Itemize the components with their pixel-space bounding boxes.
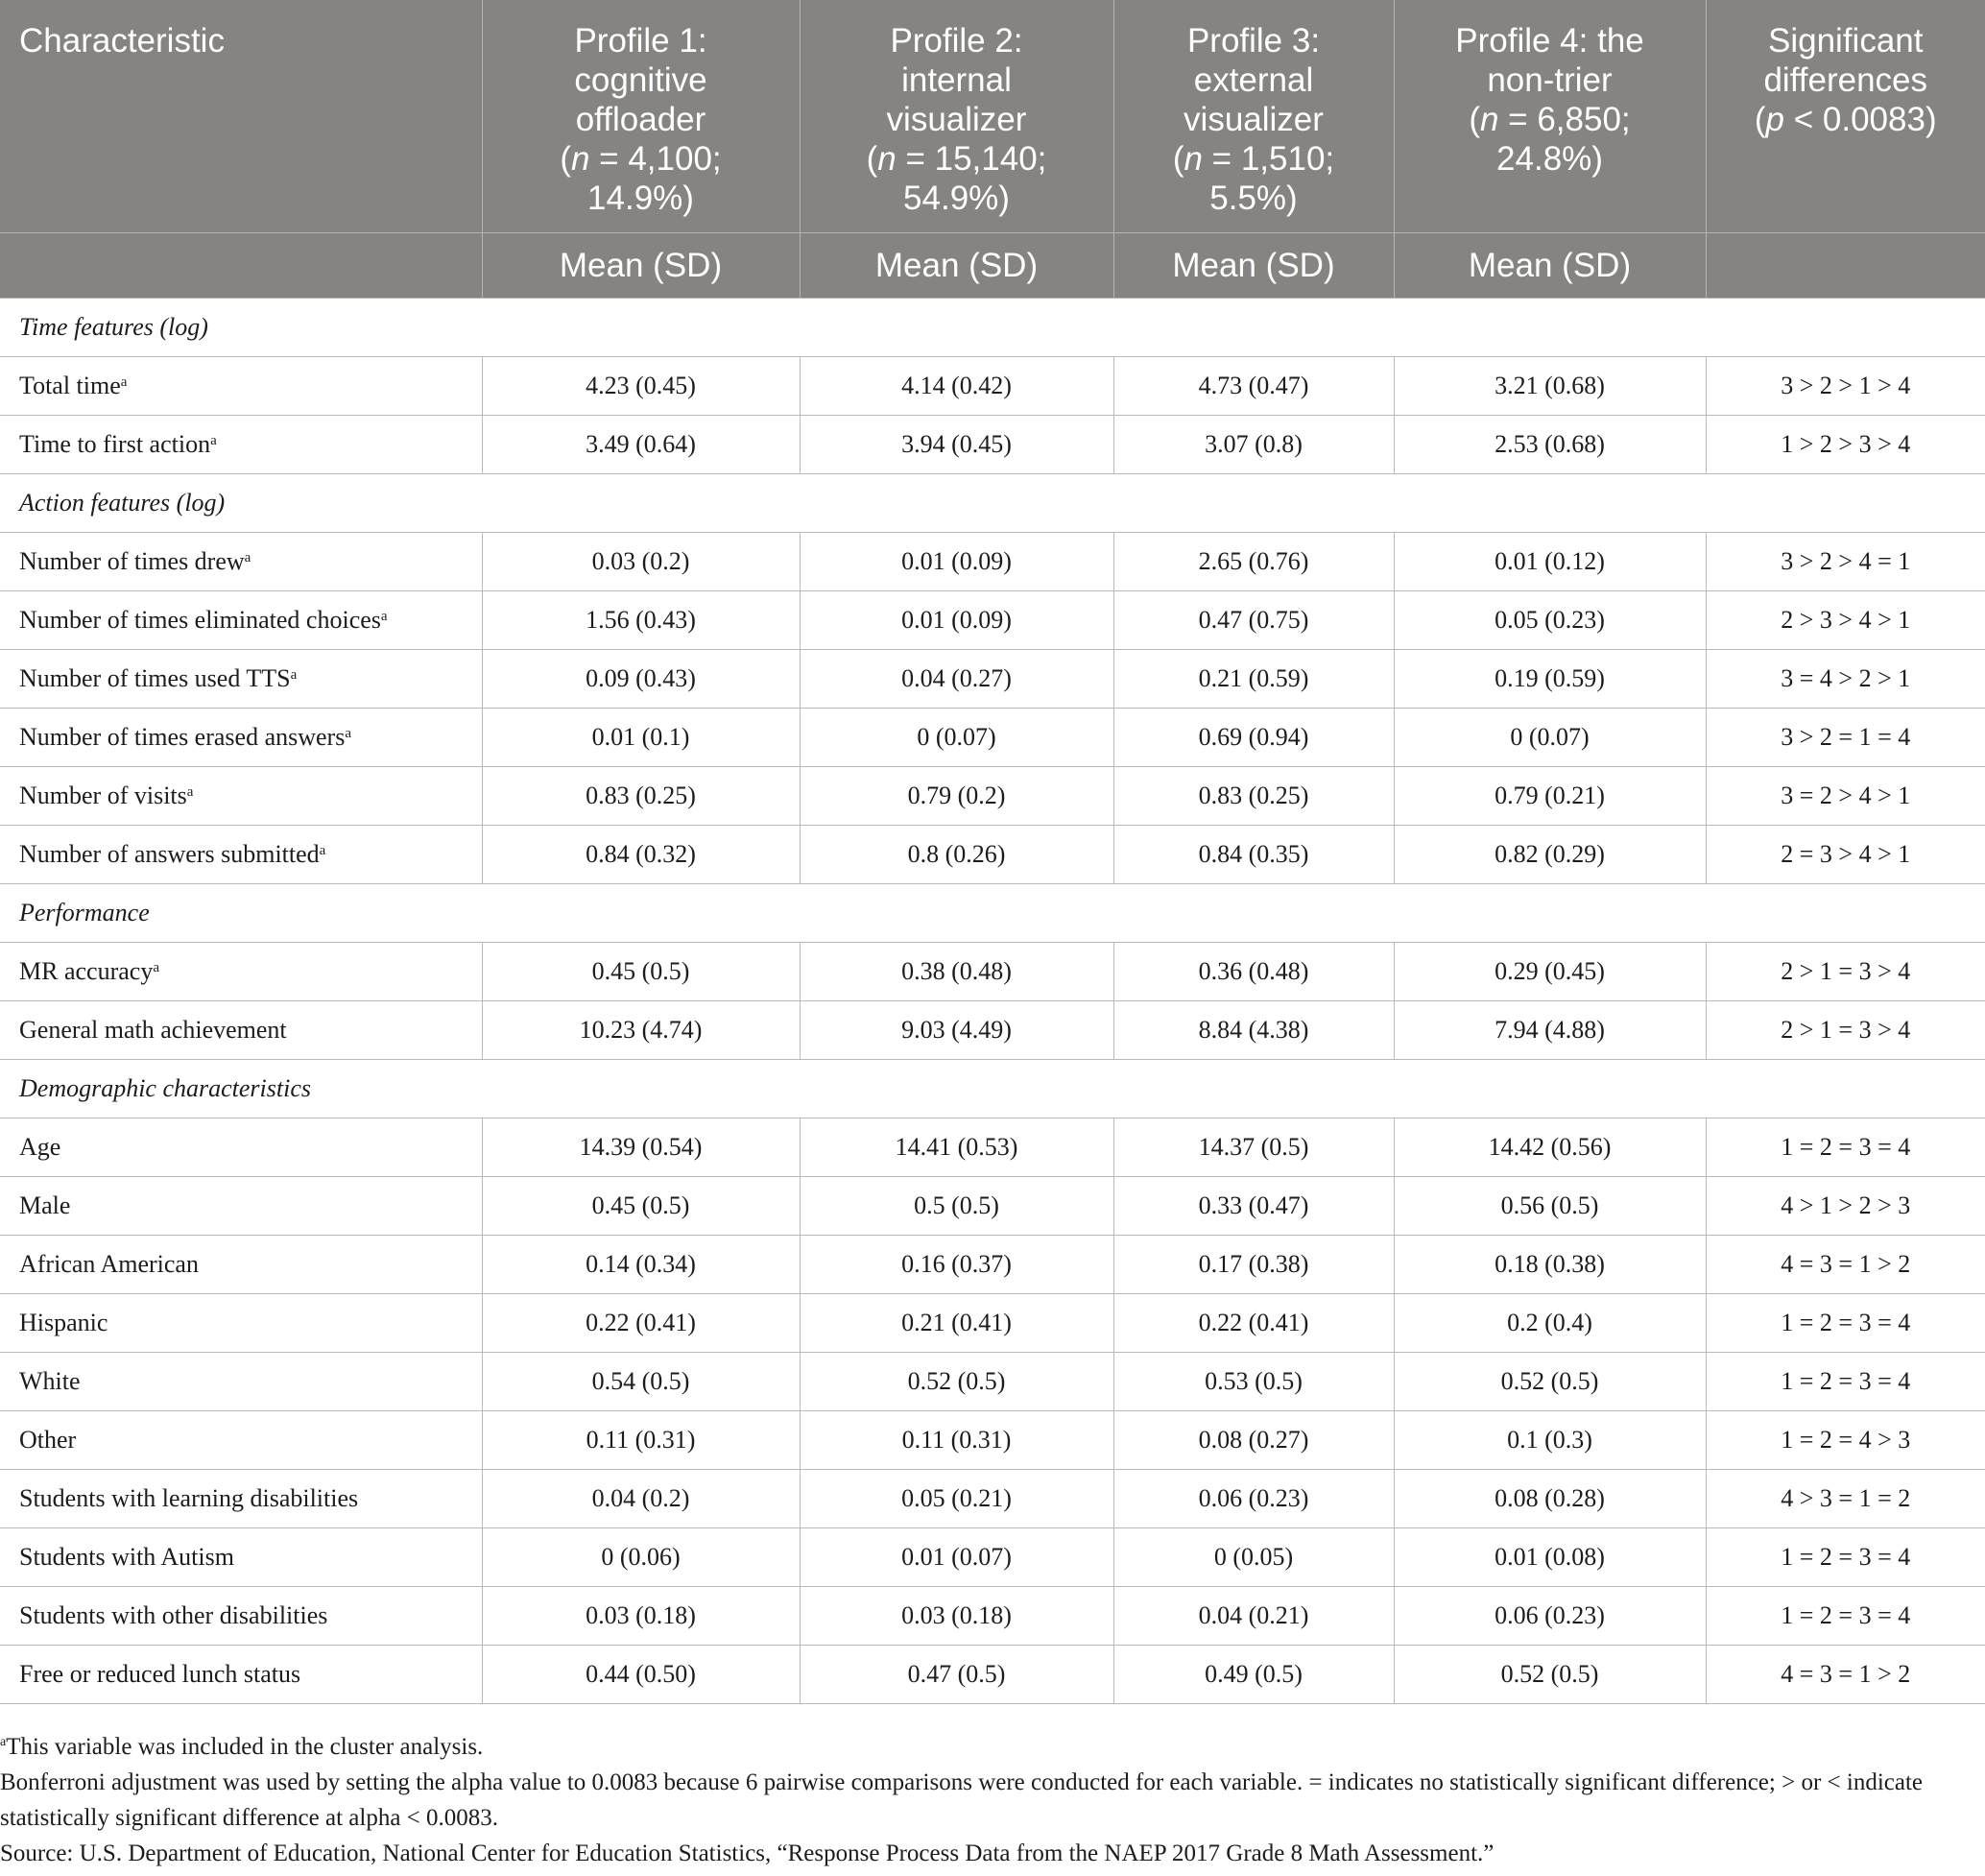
- row-label: [0, 1527, 482, 1586]
- header-profile-1-n-value: = 4,100;: [589, 140, 722, 178]
- row-label: [0, 1000, 482, 1059]
- section-row: [0, 298, 1985, 356]
- subheader-mean-sd: Mean (SD): [482, 232, 800, 298]
- cell-profile-3: 2.65 (0.76): [1113, 532, 1394, 590]
- cell-profile-1: 10.23 (4.74): [482, 1000, 800, 1059]
- cell-profile-2: 0.04 (0.27): [800, 649, 1113, 708]
- cell-significance: 2 > 1 = 3 > 4: [1706, 942, 1985, 1000]
- header-significance-p-label: p: [1765, 101, 1785, 138]
- row-label-text: MR accuracy: [19, 956, 154, 985]
- table-row: [0, 590, 1985, 649]
- header-profile-2-line2: internal: [901, 61, 1012, 99]
- row-label-text: Male: [19, 1191, 71, 1219]
- cell-significance: 4 > 1 > 2 > 3: [1706, 1176, 1985, 1235]
- cell-profile-3: 4.73 (0.47): [1113, 356, 1394, 415]
- row-label-text: Number of times drew: [19, 546, 245, 575]
- table-row: [0, 1527, 1985, 1586]
- subheader-row: [0, 232, 1985, 298]
- table-row: [0, 1176, 1985, 1235]
- cell-significance: 3 = 4 > 2 > 1: [1706, 649, 1985, 708]
- cell-profile-1: 0.04 (0.2): [482, 1469, 800, 1527]
- cell-profile-2: 0.8 (0.26): [800, 825, 1113, 883]
- cell-profile-2: 0.5 (0.5): [800, 1176, 1113, 1235]
- row-label: [0, 1469, 482, 1527]
- row-label: [0, 1293, 482, 1352]
- footnote-marker: a: [380, 608, 388, 624]
- cell-profile-1: 0.22 (0.41): [482, 1293, 800, 1352]
- cell-profile-2: 4.14 (0.42): [800, 356, 1113, 415]
- cell-significance: 2 > 3 > 4 > 1: [1706, 590, 1985, 649]
- cell-profile-3: 0.06 (0.23): [1113, 1469, 1394, 1527]
- cell-significance: 1 = 2 = 3 = 4: [1706, 1527, 1985, 1586]
- cell-profile-1: 3.49 (0.64): [482, 415, 800, 473]
- cell-profile-4: 0 (0.07): [1394, 708, 1706, 766]
- cell-profile-4: 0.1 (0.3): [1394, 1410, 1706, 1469]
- cell-significance: 3 > 2 > 4 = 1: [1706, 532, 1985, 590]
- cell-significance: 1 = 2 = 3 = 4: [1706, 1118, 1985, 1176]
- cell-profile-2: 14.41 (0.53): [800, 1118, 1113, 1176]
- header-profile-1-line1: Profile 1:: [574, 22, 707, 60]
- row-label-text: Free or reduced lunch status: [19, 1659, 301, 1688]
- row-label-text: Number of answers submitted: [19, 839, 320, 868]
- cell-significance: 3 > 2 = 1 = 4: [1706, 708, 1985, 766]
- cell-profile-4: 0.52 (0.5): [1394, 1352, 1706, 1410]
- header-profile-3: Profile 3: external visualizer (n = 1,510; 5.5%): [1113, 0, 1394, 232]
- cell-profile-4: 0.52 (0.5): [1394, 1645, 1706, 1703]
- cell-profile-2: 0.01 (0.09): [800, 532, 1113, 590]
- subheader-mean-sd: Mean (SD): [800, 232, 1113, 298]
- cell-profile-2: 0.21 (0.41): [800, 1293, 1113, 1352]
- table-row: [0, 942, 1985, 1000]
- cell-profile-4: 3.21 (0.68): [1394, 356, 1706, 415]
- table-row: [0, 1352, 1985, 1410]
- row-label: [0, 649, 482, 708]
- cell-profile-2: 0.16 (0.37): [800, 1235, 1113, 1293]
- row-label-text: Students with other disabilities: [19, 1600, 328, 1629]
- table-row: [0, 649, 1985, 708]
- cell-significance: 1 > 2 > 3 > 4: [1706, 415, 1985, 473]
- cell-profile-1: 4.23 (0.45): [482, 356, 800, 415]
- cell-profile-4: 0.05 (0.23): [1394, 590, 1706, 649]
- header-profile-1-line3: offloader: [575, 101, 706, 138]
- footnote-marker: a: [290, 666, 298, 683]
- note-source: Source: U.S. Department of Education, National Center for Education Statistics, “Response Process Data from the NAEP 2017 Grade 8 Math Assessment.”: [0, 1840, 1495, 1866]
- header-significance: Significant differences (p < 0.0083): [1706, 0, 1985, 232]
- table-row: [0, 1645, 1985, 1703]
- cell-profile-1: 0.11 (0.31): [482, 1410, 800, 1469]
- cell-profile-3: 3.07 (0.8): [1113, 415, 1394, 473]
- cell-significance: 2 = 3 > 4 > 1: [1706, 825, 1985, 883]
- header-profile-3-n-label: n: [1184, 140, 1203, 178]
- cell-profile-1: 0.09 (0.43): [482, 649, 800, 708]
- row-label-text: Total time: [19, 371, 121, 399]
- cell-profile-3: 0.36 (0.48): [1113, 942, 1394, 1000]
- header-profile-1-n-label: n: [570, 140, 590, 178]
- row-label-text: Number of times used TTS: [19, 663, 291, 692]
- cell-profile-4: 2.53 (0.68): [1394, 415, 1706, 473]
- row-label: [0, 1176, 482, 1235]
- cell-profile-4: 0.08 (0.28): [1394, 1469, 1706, 1527]
- row-label-text: Other: [19, 1425, 77, 1454]
- table-row: [0, 825, 1985, 883]
- table-row: [0, 1000, 1985, 1059]
- table-row: [0, 532, 1985, 590]
- cell-profile-1: 1.56 (0.43): [482, 590, 800, 649]
- section-title: Performance: [0, 883, 1985, 942]
- cell-significance: 4 = 3 = 1 > 2: [1706, 1645, 1985, 1703]
- table-row: [0, 415, 1985, 473]
- cell-profile-1: 14.39 (0.54): [482, 1118, 800, 1176]
- note-a-text: This variable was included in the cluster analysis.: [6, 1734, 484, 1760]
- note-a: [0, 1729, 1958, 1765]
- header-profile-1: Profile 1: cognitive offloader (n = 4,100; 14.9%): [482, 0, 800, 232]
- cell-profile-2: 3.94 (0.45): [800, 415, 1113, 473]
- note-bonferroni: Bonferroni adjustment was used by setting the alpha value to 0.0083 because 6 pairwise comparisons were conducted for each variable. = indicates no statistically significant difference; > or < indicate statistically significant difference at alpha < 0.0083.: [0, 1769, 1924, 1831]
- cell-profile-2: 0.11 (0.31): [800, 1410, 1113, 1469]
- cell-profile-3: 0.69 (0.94): [1113, 708, 1394, 766]
- cell-significance: 1 = 2 = 3 = 4: [1706, 1586, 1985, 1645]
- cell-profile-3: 0.47 (0.75): [1113, 590, 1394, 649]
- header-profile-4-pct: 24.8%): [1496, 140, 1603, 178]
- footnote-marker: a: [186, 783, 194, 800]
- cell-profile-2: 0.79 (0.2): [800, 766, 1113, 825]
- cell-profile-3: 0.08 (0.27): [1113, 1410, 1394, 1469]
- footnote-marker: a: [319, 842, 326, 858]
- section-title: Time features (log): [0, 298, 1985, 356]
- cell-significance: 3 = 2 > 4 > 1: [1706, 766, 1985, 825]
- header-profile-4-n-label: n: [1479, 101, 1499, 138]
- header-profile-4: Profile 4: the non-trier (n = 6,850; 24.8%): [1394, 0, 1706, 232]
- footnote-marker: a: [153, 959, 159, 975]
- cell-profile-3: 0.21 (0.59): [1113, 649, 1394, 708]
- cell-profile-1: 0.01 (0.1): [482, 708, 800, 766]
- header-profile-4-n-value: = 6,850;: [1498, 101, 1631, 138]
- table-row: [0, 1469, 1985, 1527]
- cell-profile-1: 0 (0.06): [482, 1527, 800, 1586]
- cell-profile-3: 0.33 (0.47): [1113, 1176, 1394, 1235]
- subheader-mean-sd: Mean (SD): [1394, 232, 1706, 298]
- table-row: [0, 1235, 1985, 1293]
- cell-profile-3: 0.17 (0.38): [1113, 1235, 1394, 1293]
- row-label: [0, 1118, 482, 1176]
- row-label: [0, 942, 482, 1000]
- row-label: [0, 532, 482, 590]
- cell-profile-1: 0.45 (0.5): [482, 942, 800, 1000]
- header-row: [0, 0, 1985, 232]
- header-profile-3-line2: external: [1193, 61, 1314, 99]
- cell-profile-1: 0.44 (0.50): [482, 1645, 800, 1703]
- table-row: [0, 1118, 1985, 1176]
- header-profile-3-line1: Profile 3:: [1186, 22, 1321, 60]
- cell-profile-2: 0.03 (0.18): [800, 1586, 1113, 1645]
- row-label: [0, 1235, 482, 1293]
- header-profile-2-line3: visualizer: [886, 101, 1027, 138]
- header-profile-2-n-value: = 15,140;: [896, 140, 1047, 178]
- cell-profile-4: 0.19 (0.59): [1394, 649, 1706, 708]
- footnote-marker: a: [120, 373, 128, 390]
- header-profile-2-pct: 54.9%): [903, 180, 1010, 217]
- subheader-mean-sd: Mean (SD): [1113, 232, 1394, 298]
- cell-profile-3: 0.04 (0.21): [1113, 1586, 1394, 1645]
- cell-profile-1: 0.03 (0.2): [482, 532, 800, 590]
- cell-profile-4: 0.79 (0.21): [1394, 766, 1706, 825]
- cell-profile-3: 0.53 (0.5): [1113, 1352, 1394, 1410]
- cell-profile-2: 0.52 (0.5): [800, 1352, 1113, 1410]
- row-label-text: Students with learning disabilities: [19, 1483, 359, 1512]
- row-label-text: Number of times eliminated choices: [19, 605, 381, 634]
- header-profile-3-n-value: = 1,510;: [1202, 140, 1335, 178]
- row-label: [0, 708, 482, 766]
- subheader-empty: [1706, 232, 1985, 298]
- cell-profile-4: 0.01 (0.08): [1394, 1527, 1706, 1586]
- cell-profile-2: 0.47 (0.5): [800, 1645, 1113, 1703]
- header-profile-2: Profile 2: internal visualizer (n = 15,140; 54.9%): [800, 0, 1113, 232]
- row-label: [0, 1352, 482, 1410]
- header-profile-2-n-label: n: [877, 140, 897, 178]
- cell-significance: 2 > 1 = 3 > 4: [1706, 1000, 1985, 1059]
- row-label-text: Time to first action: [19, 429, 211, 458]
- header-profile-2-line1: Profile 2:: [890, 22, 1023, 60]
- cell-profile-2: 0.05 (0.21): [800, 1469, 1113, 1527]
- row-label: [0, 825, 482, 883]
- cell-profile-1: 0.14 (0.34): [482, 1235, 800, 1293]
- header-significance-line1: Significant: [1768, 22, 1924, 60]
- cell-significance: 4 > 3 = 1 = 2: [1706, 1469, 1985, 1527]
- section-title: Action features (log): [0, 473, 1985, 532]
- row-label-text: Hispanic: [19, 1308, 108, 1336]
- cell-profile-2: 9.03 (4.49): [800, 1000, 1113, 1059]
- cell-significance: 1 = 2 = 4 > 3: [1706, 1410, 1985, 1469]
- row-label: [0, 1645, 482, 1703]
- cell-significance: 1 = 2 = 3 = 4: [1706, 1293, 1985, 1352]
- row-label-text: African American: [19, 1249, 199, 1278]
- footnote-marker: a: [345, 725, 352, 741]
- cell-profile-1: 0.83 (0.25): [482, 766, 800, 825]
- row-label: [0, 1586, 482, 1645]
- header-profile-4-line1: Profile 4: the: [1455, 22, 1644, 60]
- footnote-marker: a: [210, 432, 217, 448]
- cell-profile-3: 0.83 (0.25): [1113, 766, 1394, 825]
- table-row: [0, 1410, 1985, 1469]
- row-label-text: Students with Autism: [19, 1542, 234, 1571]
- cell-profile-1: 0.84 (0.32): [482, 825, 800, 883]
- section-row: [0, 473, 1985, 532]
- section-title: Demographic characteristics: [0, 1059, 1985, 1118]
- cell-profile-4: 0.82 (0.29): [1394, 825, 1706, 883]
- section-row: [0, 883, 1985, 942]
- row-label: [0, 1410, 482, 1469]
- cell-significance: 3 > 2 > 1 > 4: [1706, 356, 1985, 415]
- cell-profile-4: 14.42 (0.56): [1394, 1118, 1706, 1176]
- row-label-text: White: [19, 1366, 81, 1395]
- cell-profile-4: 0.2 (0.4): [1394, 1293, 1706, 1352]
- table-row: [0, 1586, 1985, 1645]
- header-profile-1-pct: 14.9%): [587, 180, 694, 217]
- table-row: [0, 708, 1985, 766]
- row-label-text: Number of visits: [19, 781, 187, 809]
- subheader-empty: [0, 232, 482, 298]
- cell-profile-1: 0.54 (0.5): [482, 1352, 800, 1410]
- cell-profile-2: 0.01 (0.07): [800, 1527, 1113, 1586]
- row-label-text: Age: [19, 1132, 61, 1161]
- table-notes: [0, 1729, 1958, 1871]
- cell-profile-4: 0.06 (0.23): [1394, 1586, 1706, 1645]
- row-label: [0, 415, 482, 473]
- row-label: [0, 356, 482, 415]
- header-significance-line2: differences: [1763, 61, 1928, 99]
- row-label-text: General math achievement: [19, 1015, 287, 1044]
- cell-profile-4: 0.18 (0.38): [1394, 1235, 1706, 1293]
- cell-profile-3: 0.84 (0.35): [1113, 825, 1394, 883]
- cell-profile-1: 0.45 (0.5): [482, 1176, 800, 1235]
- cell-profile-3: 0.49 (0.5): [1113, 1645, 1394, 1703]
- table-header: [0, 0, 1985, 298]
- header-characteristic: Characteristic: [0, 0, 482, 232]
- cell-significance: 1 = 2 = 3 = 4: [1706, 1352, 1985, 1410]
- row-label: [0, 590, 482, 649]
- header-profile-4-line2: non-trier: [1487, 61, 1613, 99]
- table-row: [0, 1293, 1985, 1352]
- table-body: [0, 298, 1985, 1703]
- cell-profile-2: 0.01 (0.09): [800, 590, 1113, 649]
- cell-profile-2: 0 (0.07): [800, 708, 1113, 766]
- row-label-text: Number of times erased answers: [19, 722, 346, 751]
- header-profile-1-line2: cognitive: [574, 61, 707, 99]
- cell-profile-4: 7.94 (4.88): [1394, 1000, 1706, 1059]
- table-row: [0, 356, 1985, 415]
- cell-profile-3: 0 (0.05): [1113, 1527, 1394, 1586]
- cell-profile-4: 0.56 (0.5): [1394, 1176, 1706, 1235]
- note-a-marker: a: [0, 1735, 7, 1749]
- row-label: [0, 766, 482, 825]
- header-significance-p-value: < 0.0083): [1784, 101, 1937, 138]
- header-profile-3-pct: 5.5%): [1209, 180, 1298, 217]
- cell-profile-4: 0.01 (0.12): [1394, 532, 1706, 590]
- footnote-marker: a: [244, 549, 251, 565]
- header-profile-3-line3: visualizer: [1184, 101, 1324, 138]
- table-row: [0, 766, 1985, 825]
- cell-profile-1: 0.03 (0.18): [482, 1586, 800, 1645]
- cell-profile-3: 8.84 (4.38): [1113, 1000, 1394, 1059]
- cell-profile-3: 14.37 (0.5): [1113, 1118, 1394, 1176]
- cell-profile-3: 0.22 (0.41): [1113, 1293, 1394, 1352]
- section-row: [0, 1059, 1985, 1118]
- cell-profile-2: 0.38 (0.48): [800, 942, 1113, 1000]
- cell-profile-4: 0.29 (0.45): [1394, 942, 1706, 1000]
- cell-significance: 4 = 3 = 1 > 2: [1706, 1235, 1985, 1293]
